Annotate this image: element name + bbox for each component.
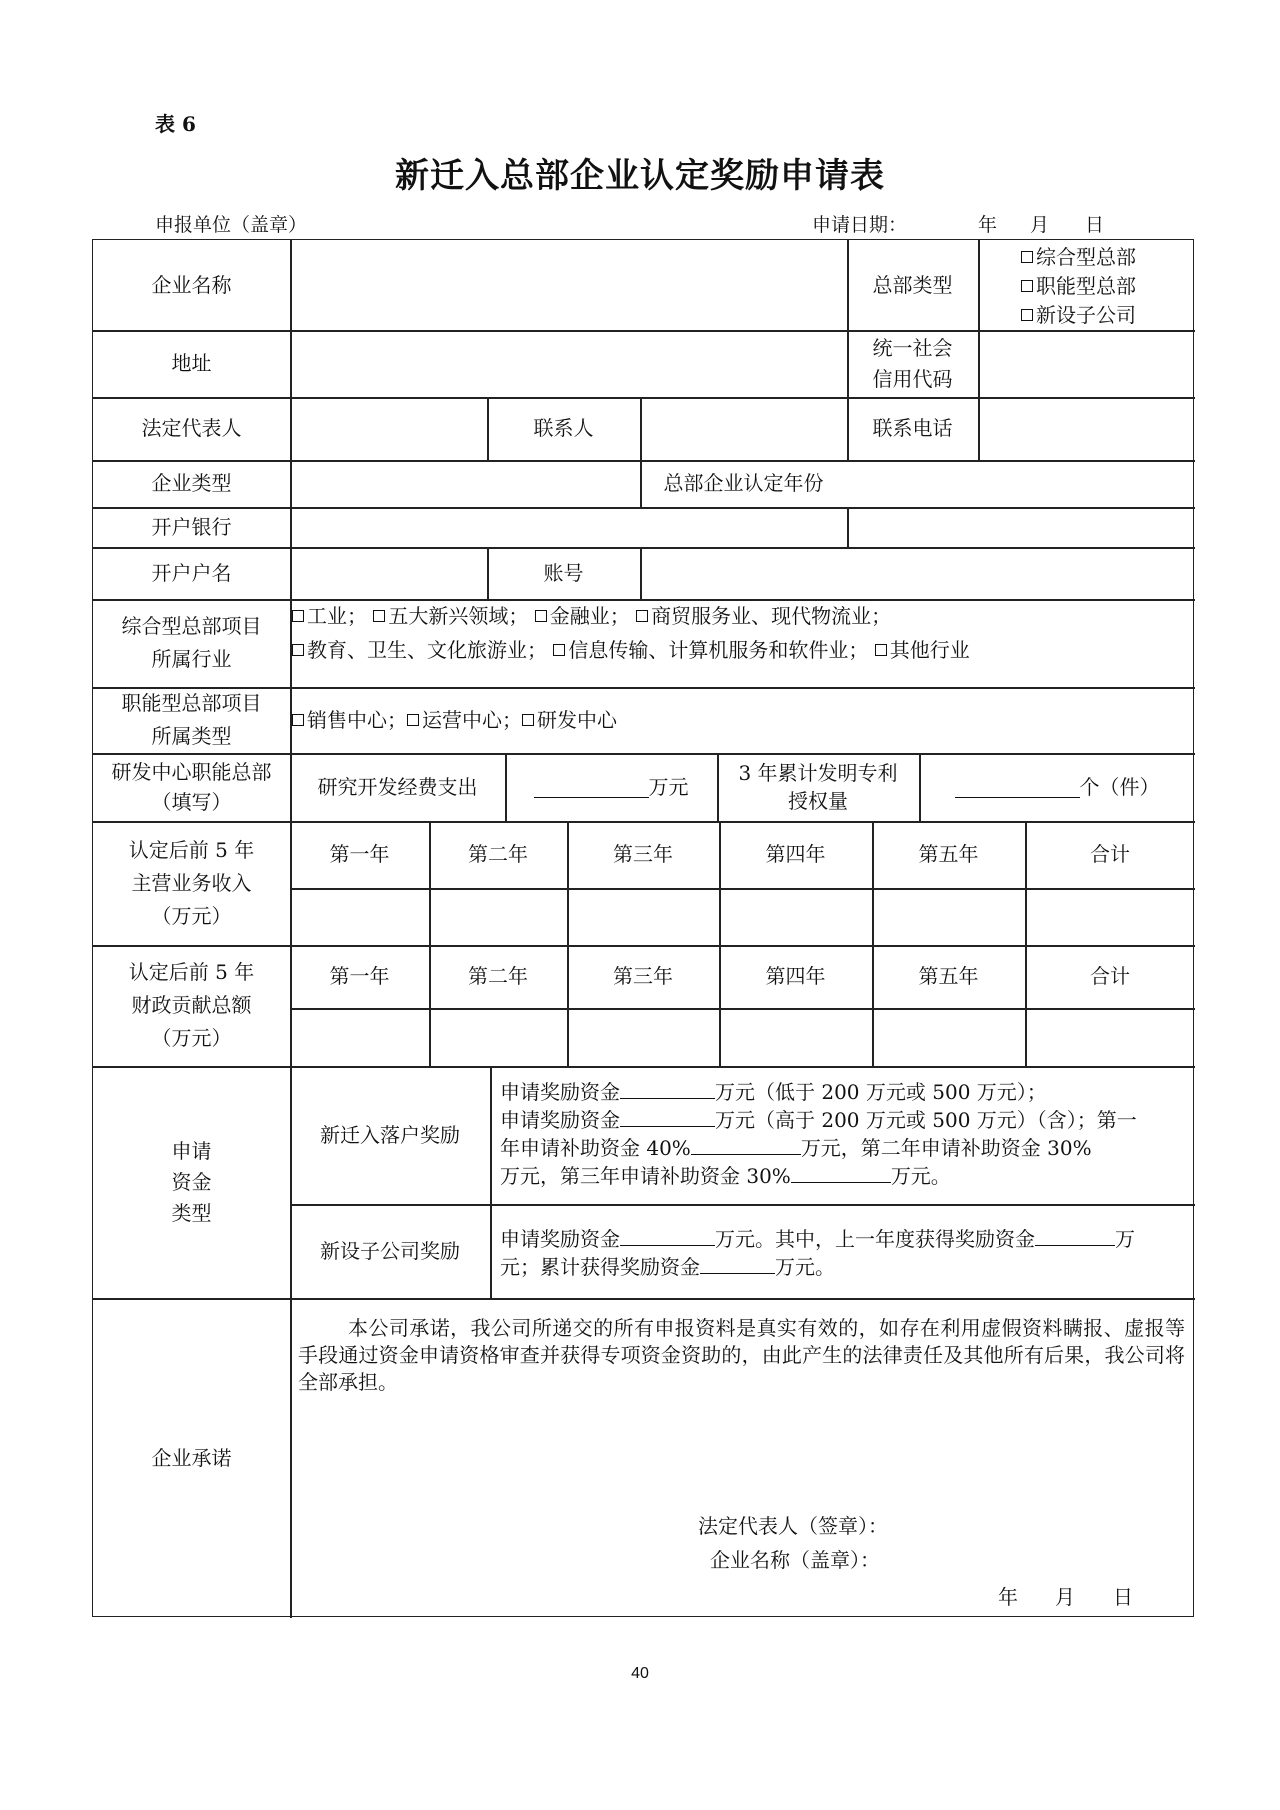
patent-label: 3 年累计发明专利 授权量 bbox=[738, 761, 898, 813]
company-type-label: 企业类型 bbox=[151, 471, 232, 495]
form-title: 新迁入总部企业认定奖励申请表 bbox=[395, 156, 885, 196]
revenue-year-5-field[interactable] bbox=[872, 888, 1025, 945]
account-name-label: 开户户名 bbox=[151, 560, 232, 585]
signature-month: 月 bbox=[1055, 1585, 1075, 1609]
revenue-total-header: 合计 bbox=[1090, 842, 1130, 866]
table-number: 表 6 bbox=[155, 112, 196, 136]
bank-field[interactable] bbox=[290, 507, 1195, 547]
new-subsidiary-award-text bbox=[500, 1225, 1185, 1281]
checkbox-icon[interactable] bbox=[407, 714, 419, 726]
revenue-year-2-header: 第二年 bbox=[468, 842, 528, 866]
funding-type-label: 申请 资金 类型 bbox=[171, 1138, 212, 1225]
checkbox-icon[interactable] bbox=[522, 714, 534, 726]
new-subsidiary-line-1: 申请奖励资金 万元。其中，上一年度获得奖励资金 万 bbox=[500, 1227, 1135, 1251]
fiscal-year-1-header: 第一年 bbox=[329, 964, 390, 988]
column-divider bbox=[490, 1066, 492, 1298]
hq-cert-year-field[interactable] bbox=[847, 460, 1195, 507]
application-date-label: 申请日期： bbox=[812, 214, 908, 236]
patent-field[interactable]: 个（件） bbox=[919, 753, 1195, 821]
industry-label: 综合型总部项目 所属行业 bbox=[121, 614, 262, 671]
function-option-sales[interactable]: 销售中心； bbox=[292, 704, 407, 737]
function-type-label: 职能型总部项目 所属类型 bbox=[121, 691, 262, 748]
checkbox-icon[interactable] bbox=[553, 644, 565, 656]
hq-type-label: 总部类型 bbox=[872, 272, 953, 297]
phone-label: 联系电话 bbox=[872, 416, 953, 440]
revenue-total-field[interactable] bbox=[1025, 888, 1195, 945]
revenue-year-4-header: 第四年 bbox=[765, 842, 826, 866]
checkbox-icon[interactable] bbox=[875, 644, 887, 656]
industry-options-line-1 bbox=[292, 599, 891, 633]
revenue-label: 认定后前 5 年 主营业务收入 （万元） bbox=[128, 837, 255, 928]
fiscal-year-2-field[interactable] bbox=[429, 1008, 567, 1066]
page-number: 40 bbox=[631, 1665, 649, 1682]
revenue-year-1-header: 第一年 bbox=[329, 842, 390, 866]
rnd-expense-field[interactable]: 万元 bbox=[505, 753, 717, 821]
company-seal-label: 企业名称（盖章）： bbox=[710, 1548, 880, 1572]
checkbox-icon[interactable] bbox=[1021, 251, 1033, 263]
checkbox-icon[interactable] bbox=[535, 610, 547, 622]
revenue-year-2-field[interactable] bbox=[429, 888, 567, 945]
commitment-label: 企业承诺 bbox=[151, 1445, 232, 1470]
fiscal-year-4-field[interactable] bbox=[719, 1008, 872, 1066]
new-settle-amount-high-blank[interactable] bbox=[620, 1106, 715, 1127]
signature-day: 日 bbox=[1113, 1585, 1133, 1609]
industry-option-industrial[interactable]: 工业； bbox=[292, 604, 367, 628]
new-settle-line-4: 万元，第三年申请补助资金 30% 万元。 bbox=[500, 1164, 951, 1188]
checkbox-icon[interactable] bbox=[1021, 280, 1033, 292]
rnd-label: 研发中心职能总部 （填写） bbox=[111, 760, 272, 814]
revenue-year-3-field[interactable] bbox=[567, 888, 719, 945]
function-option-operations[interactable]: 运营中心； bbox=[407, 704, 522, 737]
new-settle-award-label: 新迁入落户奖励 bbox=[320, 1122, 460, 1147]
industry-options-line-2 bbox=[292, 633, 970, 667]
checkbox-icon[interactable] bbox=[292, 610, 304, 622]
last-year-award-blank[interactable] bbox=[1035, 1225, 1115, 1246]
fiscal-year-4-header: 第四年 bbox=[765, 964, 826, 988]
credit-code-field[interactable] bbox=[978, 330, 1195, 397]
industry-option-education-health-culture[interactable]: 教育、卫生、文化旅游业； bbox=[292, 638, 547, 662]
legal-rep-label: 法定代表人 bbox=[141, 416, 242, 440]
fiscal-year-3-header: 第三年 bbox=[613, 964, 673, 988]
fiscal-total-header: 合计 bbox=[1090, 964, 1130, 988]
fiscal-year-1-field[interactable] bbox=[290, 1008, 429, 1066]
fiscal-total-field[interactable] bbox=[1025, 1008, 1195, 1066]
industry-option-commerce-logistics[interactable]: 商贸服务业、现代物流业； bbox=[636, 604, 891, 628]
checkbox-icon[interactable] bbox=[292, 714, 304, 726]
third-year-subsidy-blank[interactable] bbox=[791, 1162, 891, 1183]
new-subsidiary-line-2: 元；累计获得奖励资金 万元。 bbox=[500, 1255, 835, 1279]
checkbox-icon[interactable] bbox=[373, 610, 385, 622]
hq-cert-year-label: 总部企业认定年份 bbox=[663, 471, 824, 495]
date-day: 日 bbox=[1085, 214, 1105, 236]
application-form-table bbox=[92, 239, 1194, 1617]
fiscal-year-3-field[interactable] bbox=[567, 1008, 719, 1066]
company-type-field[interactable] bbox=[290, 460, 640, 507]
new-subsidiary-award-label: 新设子公司奖励 bbox=[320, 1238, 460, 1263]
hq-type-options bbox=[1021, 242, 1195, 330]
account-number-field[interactable] bbox=[640, 547, 1195, 599]
new-settle-award-text bbox=[500, 1078, 1185, 1190]
revenue-year-4-field[interactable] bbox=[719, 888, 872, 945]
new-settle-line-3: 年申请补助资金 40% 万元，第二年申请补助资金 30% bbox=[500, 1136, 1092, 1160]
function-type-options bbox=[292, 687, 1192, 753]
hq-type-option-comprehensive[interactable]: 综合型总部 bbox=[1021, 243, 1136, 272]
commitment-text: 本公司承诺，我公司所递交的所有申报资料是真实有效的，如存在利用虚假资料瞒报、虚报等手段通过资金申请资格审查并获得专项资金资助的，由此产生的法律责任及其他所有后果，我公司将全部承担。 bbox=[298, 1316, 1185, 1394]
address-field[interactable] bbox=[290, 330, 847, 397]
credit-code-label: 统一社会 信用代码 bbox=[872, 335, 953, 391]
contact-label: 联系人 bbox=[533, 416, 594, 440]
phone-field[interactable] bbox=[978, 397, 1195, 460]
legal-rep-field[interactable] bbox=[290, 397, 487, 460]
legal-rep-signature-label: 法定代表人（签章）： bbox=[698, 1514, 888, 1538]
industry-option-it-software[interactable]: 信息传输、计算机服务和软件业； bbox=[553, 638, 868, 662]
revenue-year-1-field[interactable] bbox=[290, 888, 429, 945]
checkbox-icon[interactable] bbox=[1021, 309, 1033, 321]
fiscal-label: 认定后前 5 年 财政贡献总额 （万元） bbox=[128, 960, 255, 1050]
contact-field[interactable] bbox=[640, 397, 847, 460]
fiscal-year-5-field[interactable] bbox=[872, 1008, 1025, 1066]
industry-option-finance[interactable]: 金融业； bbox=[535, 604, 630, 628]
bank-label: 开户银行 bbox=[151, 514, 232, 539]
rnd-expense-blank[interactable] bbox=[534, 777, 649, 798]
industry-option-emerging[interactable]: 五大新兴领域； bbox=[373, 604, 528, 628]
cumulative-award-blank[interactable] bbox=[700, 1253, 775, 1274]
checkbox-icon[interactable] bbox=[292, 644, 304, 656]
applicant-unit-label: 申报单位（盖章） bbox=[155, 214, 308, 236]
revenue-year-5-header: 第五年 bbox=[918, 842, 979, 866]
function-option-rnd[interactable]: 研发中心 bbox=[522, 704, 617, 737]
company-name-label: 企业名称 bbox=[151, 272, 232, 297]
fiscal-year-2-header: 第二年 bbox=[468, 964, 528, 988]
new-settle-amount-low-blank[interactable] bbox=[620, 1078, 715, 1099]
new-settle-line-2: 申请奖励资金 万元（高于 200 万元或 500 万元）（含）；第一 bbox=[500, 1108, 1137, 1132]
hq-type-option-new-subsidiary[interactable]: 新设子公司 bbox=[1021, 301, 1136, 330]
subsidiary-amount-blank[interactable] bbox=[620, 1225, 715, 1246]
checkbox-icon[interactable] bbox=[636, 610, 648, 622]
new-settle-line-1: 申请奖励资金 万元（低于 200 万元或 500 万元）； bbox=[500, 1080, 1047, 1104]
date-month: 月 bbox=[1030, 214, 1050, 236]
patent-count-blank[interactable] bbox=[955, 777, 1080, 798]
address-label: 地址 bbox=[171, 351, 212, 375]
industry-options bbox=[292, 599, 1192, 687]
company-name-field[interactable] bbox=[290, 240, 847, 330]
first-year-subsidy-blank[interactable] bbox=[691, 1134, 801, 1155]
signature-year: 年 bbox=[998, 1585, 1018, 1609]
rnd-expense-label: 研究开发经费支出 bbox=[317, 774, 478, 799]
account-number-label: 账号 bbox=[543, 560, 584, 585]
account-name-field[interactable] bbox=[290, 547, 487, 599]
fiscal-year-5-header: 第五年 bbox=[918, 964, 979, 988]
date-year: 年 bbox=[978, 214, 998, 236]
industry-option-other[interactable]: 其他行业 bbox=[875, 638, 970, 662]
revenue-year-3-header: 第三年 bbox=[613, 842, 673, 866]
hq-type-option-functional[interactable]: 职能型总部 bbox=[1021, 272, 1136, 301]
